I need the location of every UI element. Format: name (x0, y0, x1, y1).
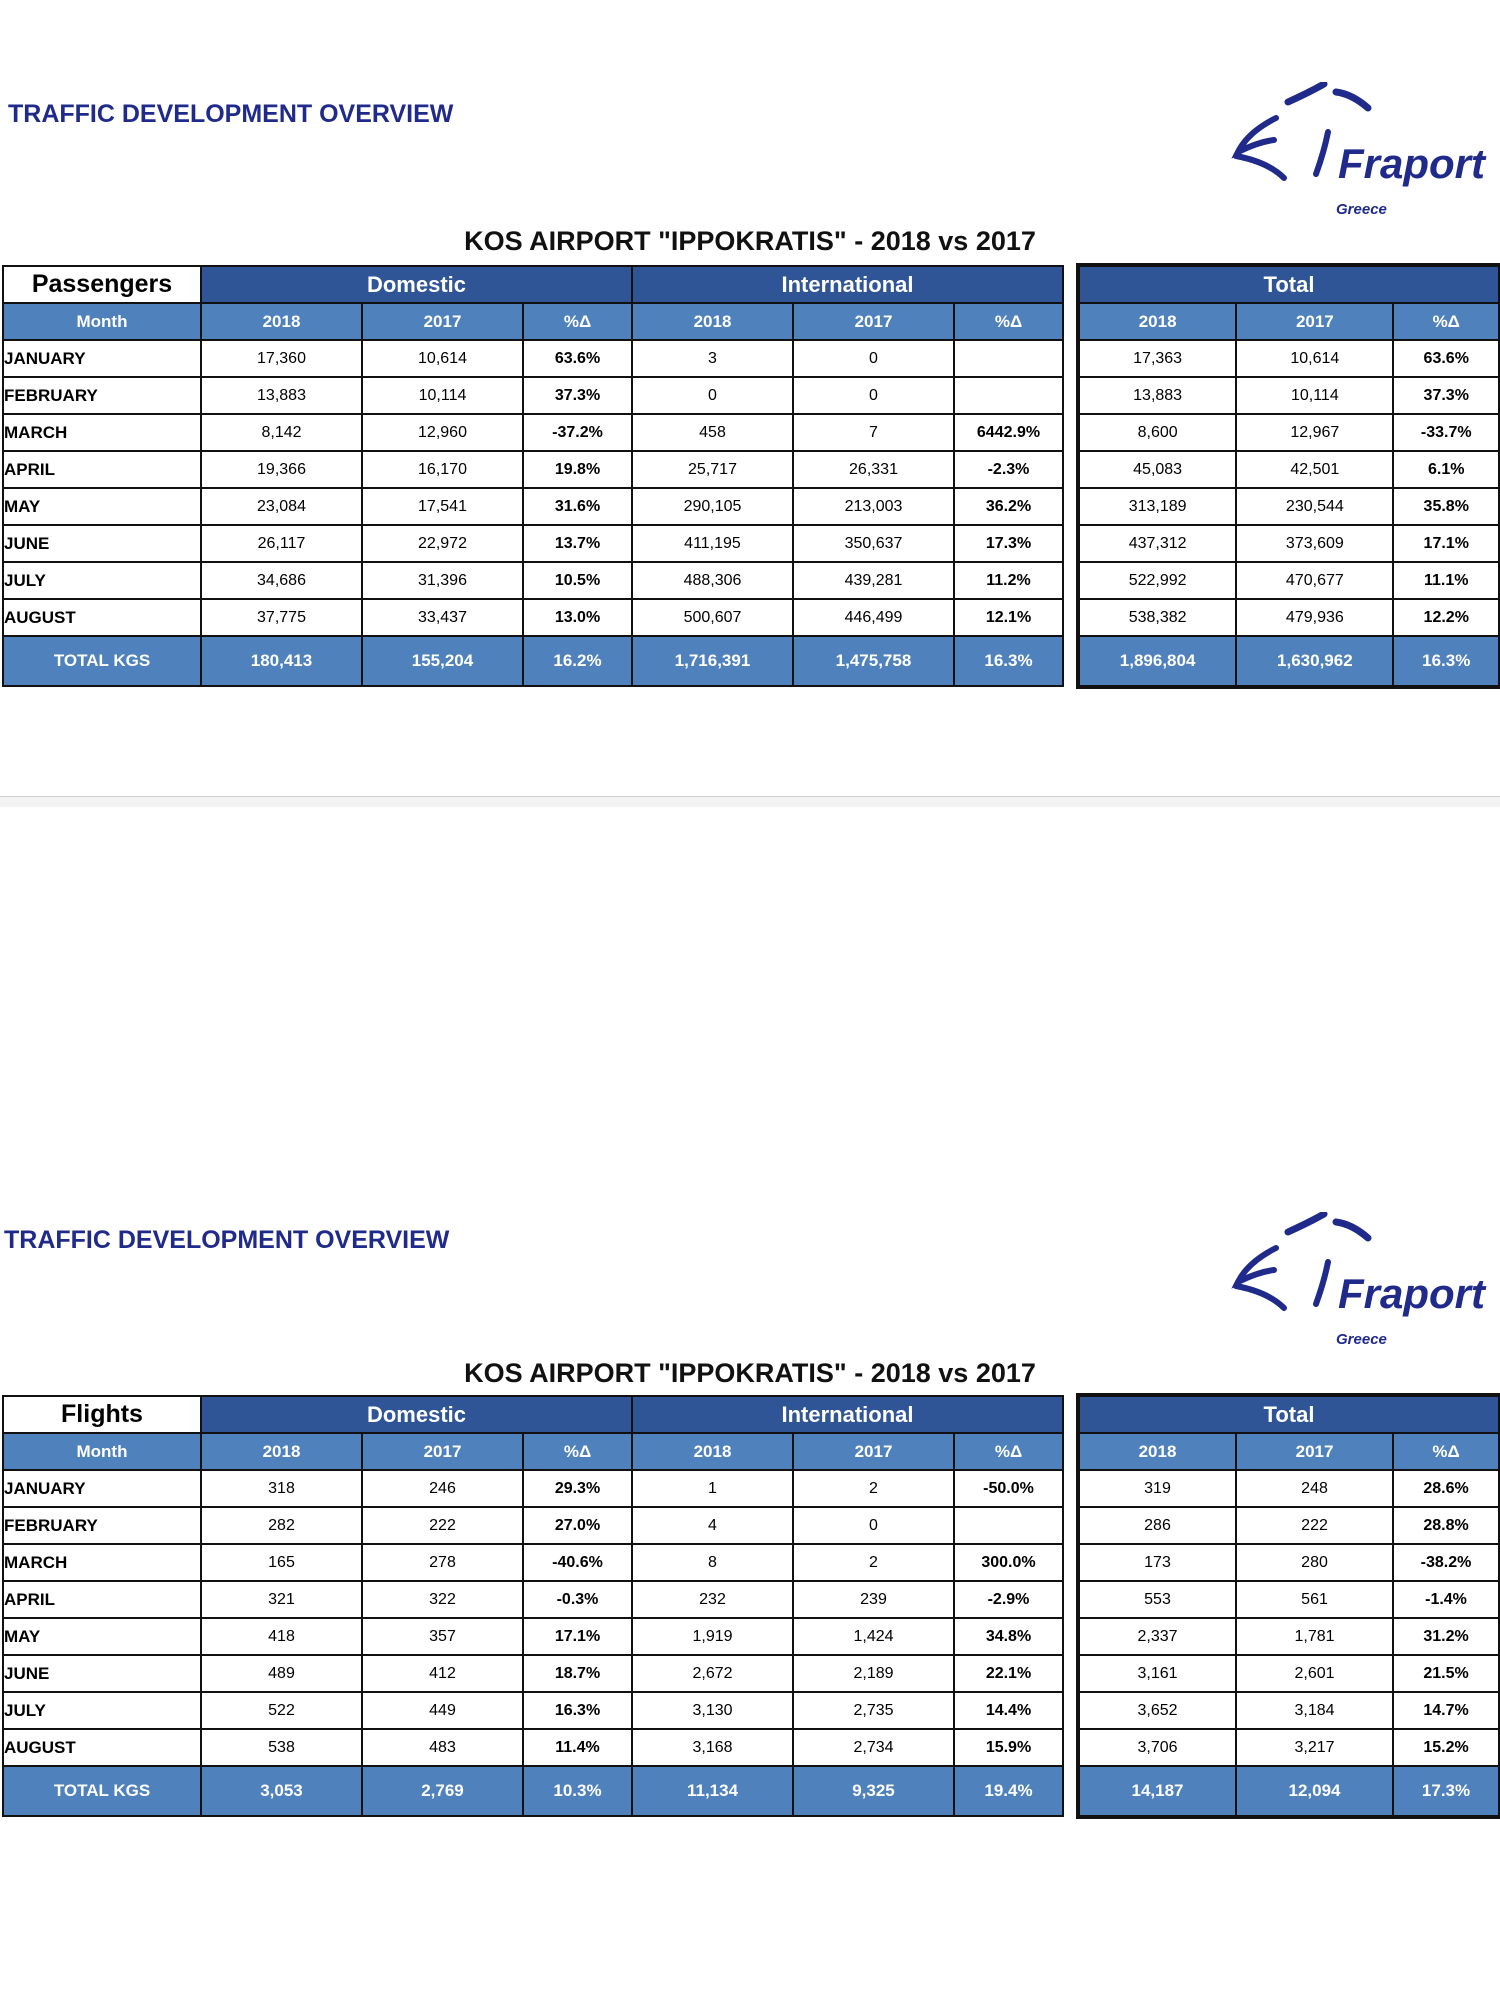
pct-change-cell: 17.1% (523, 1618, 632, 1655)
col-2017: 2017 (1236, 303, 1393, 340)
value-2018-cell: 319 (1079, 1470, 1236, 1507)
metric-label: Passengers (3, 266, 201, 303)
value-2017-cell: 10,614 (362, 340, 523, 377)
pct-change-cell: -2.9% (954, 1581, 1063, 1618)
report-page (0, 1130, 1500, 1910)
value-2018-cell: 17,363 (1079, 340, 1236, 377)
total-row (1079, 636, 1499, 686)
month-cell: MAY (3, 1618, 201, 1655)
value-2017-cell: 2 (793, 1470, 954, 1507)
pct-change-cell: 22.1% (954, 1655, 1063, 1692)
value-2018-cell: 19,366 (201, 451, 362, 488)
value-2018-cell: 4 (632, 1507, 793, 1544)
traffic-table (2, 265, 1064, 687)
value-2018-cell: 3,161 (1079, 1655, 1236, 1692)
pct-change-cell: 37.3% (523, 377, 632, 414)
pct-change-cell: 12.1% (954, 599, 1063, 636)
table-row (1079, 599, 1499, 636)
group-total: Total (1079, 266, 1499, 303)
table-row (1079, 562, 1499, 599)
table-row (3, 414, 1063, 451)
value-2018-cell: 232 (632, 1581, 793, 1618)
value-2017-cell: 1,781 (1236, 1618, 1393, 1655)
value-2017-cell: 222 (1236, 1507, 1393, 1544)
col-month: Month (3, 1433, 201, 1470)
value-2018-cell: 488,306 (632, 562, 793, 599)
pct-change-cell: 63.6% (1393, 340, 1499, 377)
value-2017-cell: 12,960 (362, 414, 523, 451)
total-row (3, 1766, 1063, 1816)
pct-change-cell: -50.0% (954, 1470, 1063, 1507)
fraport-logo (1228, 82, 1498, 222)
table-row (3, 525, 1063, 562)
svg-text:Greece: Greece (1336, 1331, 1387, 1348)
value-2017-cell: 3,184 (1236, 1692, 1393, 1729)
table-row (1079, 1544, 1499, 1581)
total-2017-cell: 1,475,758 (793, 636, 954, 686)
value-2018-cell: 2,337 (1079, 1618, 1236, 1655)
value-2018-cell: 34,686 (201, 562, 362, 599)
value-2017-cell: 446,499 (793, 599, 954, 636)
month-cell: JANUARY (3, 1470, 201, 1507)
value-2018-cell: 411,195 (632, 525, 793, 562)
value-2017-cell: 2,601 (1236, 1655, 1393, 1692)
value-2018-cell: 458 (632, 414, 793, 451)
value-2018-cell: 489 (201, 1655, 362, 1692)
pct-change-cell: 14.4% (954, 1692, 1063, 1729)
group-total: Total (1079, 1396, 1499, 1433)
report-page (0, 0, 1500, 780)
group-domestic: Domestic (201, 266, 632, 303)
table-row (3, 451, 1063, 488)
value-2018-cell: 282 (201, 1507, 362, 1544)
pct-change-cell: -40.6% (523, 1544, 632, 1581)
pct-change-cell (954, 377, 1063, 414)
value-2017-cell: 10,114 (1236, 377, 1393, 414)
pct-change-cell: 15.2% (1393, 1729, 1499, 1766)
pct-change-cell: 18.7% (523, 1655, 632, 1692)
total-table (1078, 265, 1500, 687)
col-pct: %Δ (1393, 1433, 1499, 1470)
page-divider (0, 796, 1500, 807)
value-2018-cell: 3,652 (1079, 1692, 1236, 1729)
month-cell: AUGUST (3, 1729, 201, 1766)
value-2017-cell: 2,734 (793, 1729, 954, 1766)
table-row (3, 377, 1063, 414)
total-pct-cell: 16.3% (954, 636, 1063, 686)
value-2017-cell: 357 (362, 1618, 523, 1655)
fraport-logo-icon (1228, 1212, 1498, 1352)
value-2018-cell: 1 (632, 1470, 793, 1507)
value-2018-cell: 3,706 (1079, 1729, 1236, 1766)
table-row (1079, 1581, 1499, 1618)
group-international: International (632, 266, 1063, 303)
total-2018-cell: 1,896,804 (1079, 636, 1236, 686)
pct-change-cell: 11.1% (1393, 562, 1499, 599)
pct-change-cell: 35.8% (1393, 488, 1499, 525)
pct-change-cell: 13.7% (523, 525, 632, 562)
value-2018-cell: 3,168 (632, 1729, 793, 1766)
value-2017-cell: 278 (362, 1544, 523, 1581)
pct-change-cell: 10.5% (523, 562, 632, 599)
pct-change-cell: -1.4% (1393, 1581, 1499, 1618)
value-2017-cell: 470,677 (1236, 562, 1393, 599)
table-row (1079, 1692, 1499, 1729)
pct-change-cell: 36.2% (954, 488, 1063, 525)
report-heading: TRAFFIC DEVELOPMENT OVERVIEW (8, 100, 454, 128)
total-table (1078, 1395, 1500, 1817)
value-2017-cell: 2,189 (793, 1655, 954, 1692)
col-2018: 2018 (201, 303, 362, 340)
group-international: International (632, 1396, 1063, 1433)
pct-change-cell: 300.0% (954, 1544, 1063, 1581)
pct-change-cell: 31.2% (1393, 1618, 1499, 1655)
pct-change-cell: 16.3% (523, 1692, 632, 1729)
pct-change-cell: 11.4% (523, 1729, 632, 1766)
table-row (1079, 414, 1499, 451)
value-2017-cell: 412 (362, 1655, 523, 1692)
value-2018-cell: 3,130 (632, 1692, 793, 1729)
table-row (3, 1544, 1063, 1581)
table-row (1079, 1470, 1499, 1507)
total-row (3, 636, 1063, 686)
value-2017-cell: 2 (793, 1544, 954, 1581)
col-2018: 2018 (1079, 1433, 1236, 1470)
value-2017-cell: 322 (362, 1581, 523, 1618)
value-2017-cell: 10,614 (1236, 340, 1393, 377)
month-cell: FEBRUARY (3, 377, 201, 414)
pct-change-cell: 27.0% (523, 1507, 632, 1544)
value-2018-cell: 2,672 (632, 1655, 793, 1692)
month-cell: APRIL (3, 1581, 201, 1618)
total-2018-cell: 1,716,391 (632, 636, 793, 686)
month-cell: JUNE (3, 525, 201, 562)
value-2018-cell: 173 (1079, 1544, 1236, 1581)
month-cell: FEBRUARY (3, 1507, 201, 1544)
value-2018-cell: 8 (632, 1544, 793, 1581)
col-2017: 2017 (793, 1433, 954, 1470)
col-2017: 2017 (1236, 1433, 1393, 1470)
value-2018-cell: 37,775 (201, 599, 362, 636)
value-2018-cell: 522 (201, 1692, 362, 1729)
value-2018-cell: 13,883 (201, 377, 362, 414)
table-row (1079, 1618, 1499, 1655)
pct-change-cell: 17.3% (954, 525, 1063, 562)
svg-text:Fraport: Fraport (1338, 140, 1485, 187)
table-title: KOS AIRPORT "IPPOKRATIS" - 2018 vs 2017 (464, 226, 1036, 256)
col-pct: %Δ (954, 1433, 1063, 1470)
table-row (3, 1655, 1063, 1692)
value-2018-cell: 437,312 (1079, 525, 1236, 562)
svg-text:Fraport: Fraport (1338, 1270, 1485, 1317)
col-pct: %Δ (1393, 303, 1499, 340)
pct-change-cell: 28.8% (1393, 1507, 1499, 1544)
col-pct: %Δ (954, 303, 1063, 340)
table-row (3, 1729, 1063, 1766)
total-2018-cell: 14,187 (1079, 1766, 1236, 1816)
month-cell: JULY (3, 562, 201, 599)
value-2018-cell: 13,883 (1079, 377, 1236, 414)
value-2017-cell: 350,637 (793, 525, 954, 562)
pct-change-cell: 28.6% (1393, 1470, 1499, 1507)
value-2018-cell: 321 (201, 1581, 362, 1618)
total-2017-cell: 2,769 (362, 1766, 523, 1816)
value-2017-cell: 17,541 (362, 488, 523, 525)
value-2017-cell: 246 (362, 1470, 523, 1507)
value-2017-cell: 222 (362, 1507, 523, 1544)
value-2017-cell: 2,735 (793, 1692, 954, 1729)
value-2017-cell: 33,437 (362, 599, 523, 636)
col-2018: 2018 (1079, 303, 1236, 340)
table-row (3, 562, 1063, 599)
table-row (3, 1507, 1063, 1544)
value-2018-cell: 313,189 (1079, 488, 1236, 525)
table-row (3, 1581, 1063, 1618)
value-2018-cell: 8,142 (201, 414, 362, 451)
month-cell: JANUARY (3, 340, 201, 377)
value-2018-cell: 3 (632, 340, 793, 377)
table-row (1079, 340, 1499, 377)
pct-change-cell (954, 340, 1063, 377)
col-2017: 2017 (793, 303, 954, 340)
pct-change-cell: 6442.9% (954, 414, 1063, 451)
pct-change-cell: -33.7% (1393, 414, 1499, 451)
value-2018-cell: 500,607 (632, 599, 793, 636)
report-heading: TRAFFIC DEVELOPMENT OVERVIEW (4, 1226, 450, 1254)
pct-change-cell: 29.3% (523, 1470, 632, 1507)
value-2017-cell: 373,609 (1236, 525, 1393, 562)
month-cell: MARCH (3, 414, 201, 451)
table-row (3, 599, 1063, 636)
value-2017-cell: 16,170 (362, 451, 523, 488)
pct-change-cell: 11.2% (954, 562, 1063, 599)
group-domestic: Domestic (201, 1396, 632, 1433)
table-row (1079, 1655, 1499, 1692)
value-2018-cell: 26,117 (201, 525, 362, 562)
pct-change-cell: -2.3% (954, 451, 1063, 488)
value-2017-cell: 12,967 (1236, 414, 1393, 451)
col-2018: 2018 (632, 303, 793, 340)
total-label-cell: TOTAL KGS (3, 636, 201, 686)
table-row (1079, 1507, 1499, 1544)
pct-change-cell: 19.8% (523, 451, 632, 488)
month-cell: MARCH (3, 1544, 201, 1581)
pct-change-cell: 34.8% (954, 1618, 1063, 1655)
table-row (3, 488, 1063, 525)
value-2018-cell: 165 (201, 1544, 362, 1581)
value-2018-cell: 290,105 (632, 488, 793, 525)
value-2017-cell: 42,501 (1236, 451, 1393, 488)
metric-label: Flights (3, 1396, 201, 1433)
value-2017-cell: 280 (1236, 1544, 1393, 1581)
table-row (3, 1692, 1063, 1729)
value-2018-cell: 1,919 (632, 1618, 793, 1655)
pct-change-cell (954, 1507, 1063, 1544)
value-2017-cell: 239 (793, 1581, 954, 1618)
value-2018-cell: 17,360 (201, 340, 362, 377)
col-pct: %Δ (523, 303, 632, 340)
value-2018-cell: 522,992 (1079, 562, 1236, 599)
table-row (3, 1618, 1063, 1655)
month-cell: AUGUST (3, 599, 201, 636)
value-2018-cell: 418 (201, 1618, 362, 1655)
value-2017-cell: 1,424 (793, 1618, 954, 1655)
value-2017-cell: 0 (793, 340, 954, 377)
value-2018-cell: 23,084 (201, 488, 362, 525)
col-2018: 2018 (632, 1433, 793, 1470)
total-2018-cell: 11,134 (632, 1766, 793, 1816)
col-month: Month (3, 303, 201, 340)
total-pct-cell: 19.4% (954, 1766, 1063, 1816)
value-2018-cell: 8,600 (1079, 414, 1236, 451)
table-row (1079, 488, 1499, 525)
pct-change-cell: 15.9% (954, 1729, 1063, 1766)
table-row (1079, 377, 1499, 414)
pct-change-cell: 14.7% (1393, 1692, 1499, 1729)
fraport-logo-icon (1228, 82, 1498, 222)
value-2017-cell: 561 (1236, 1581, 1393, 1618)
table-row (1079, 1729, 1499, 1766)
value-2017-cell: 10,114 (362, 377, 523, 414)
total-label-cell: TOTAL KGS (3, 1766, 201, 1816)
table-row (1079, 525, 1499, 562)
fraport-logo (1228, 1212, 1498, 1352)
value-2017-cell: 248 (1236, 1470, 1393, 1507)
pct-change-cell: 31.6% (523, 488, 632, 525)
total-2017-cell: 1,630,962 (1236, 636, 1393, 686)
value-2018-cell: 25,717 (632, 451, 793, 488)
table-title: KOS AIRPORT "IPPOKRATIS" - 2018 vs 2017 (464, 1358, 1036, 1388)
value-2017-cell: 483 (362, 1729, 523, 1766)
total-2017-cell: 155,204 (362, 636, 523, 686)
col-2017: 2017 (362, 303, 523, 340)
month-cell: MAY (3, 488, 201, 525)
month-cell: APRIL (3, 451, 201, 488)
value-2018-cell: 0 (632, 377, 793, 414)
total-pct-cell: 16.2% (523, 636, 632, 686)
pct-change-cell: 63.6% (523, 340, 632, 377)
table-row (1079, 451, 1499, 488)
value-2017-cell: 0 (793, 1507, 954, 1544)
value-2017-cell: 449 (362, 1692, 523, 1729)
value-2018-cell: 538 (201, 1729, 362, 1766)
month-cell: JUNE (3, 1655, 201, 1692)
total-2018-cell: 3,053 (201, 1766, 362, 1816)
total-2017-cell: 12,094 (1236, 1766, 1393, 1816)
value-2017-cell: 0 (793, 377, 954, 414)
table-row (3, 1470, 1063, 1507)
total-2018-cell: 180,413 (201, 636, 362, 686)
col-2017: 2017 (362, 1433, 523, 1470)
table-row (3, 340, 1063, 377)
total-2017-cell: 9,325 (793, 1766, 954, 1816)
pct-change-cell: 12.2% (1393, 599, 1499, 636)
total-pct-cell: 17.3% (1393, 1766, 1499, 1816)
value-2017-cell: 230,544 (1236, 488, 1393, 525)
pct-change-cell: 37.3% (1393, 377, 1499, 414)
pct-change-cell: 17.1% (1393, 525, 1499, 562)
pct-change-cell: 6.1% (1393, 451, 1499, 488)
value-2017-cell: 31,396 (362, 562, 523, 599)
svg-text:Greece: Greece (1336, 201, 1387, 218)
pct-change-cell: -0.3% (523, 1581, 632, 1618)
total-row (1079, 1766, 1499, 1816)
pct-change-cell: 21.5% (1393, 1655, 1499, 1692)
value-2017-cell: 213,003 (793, 488, 954, 525)
value-2017-cell: 439,281 (793, 562, 954, 599)
value-2018-cell: 318 (201, 1470, 362, 1507)
value-2018-cell: 45,083 (1079, 451, 1236, 488)
value-2017-cell: 26,331 (793, 451, 954, 488)
value-2017-cell: 22,972 (362, 525, 523, 562)
value-2018-cell: 538,382 (1079, 599, 1236, 636)
value-2018-cell: 553 (1079, 1581, 1236, 1618)
col-pct: %Δ (523, 1433, 632, 1470)
month-cell: JULY (3, 1692, 201, 1729)
pct-change-cell: -38.2% (1393, 1544, 1499, 1581)
total-pct-cell: 10.3% (523, 1766, 632, 1816)
traffic-table (2, 1395, 1064, 1817)
value-2018-cell: 286 (1079, 1507, 1236, 1544)
pct-change-cell: -37.2% (523, 414, 632, 451)
value-2017-cell: 7 (793, 414, 954, 451)
col-2018: 2018 (201, 1433, 362, 1470)
pct-change-cell: 13.0% (523, 599, 632, 636)
total-pct-cell: 16.3% (1393, 636, 1499, 686)
value-2017-cell: 479,936 (1236, 599, 1393, 636)
value-2017-cell: 3,217 (1236, 1729, 1393, 1766)
